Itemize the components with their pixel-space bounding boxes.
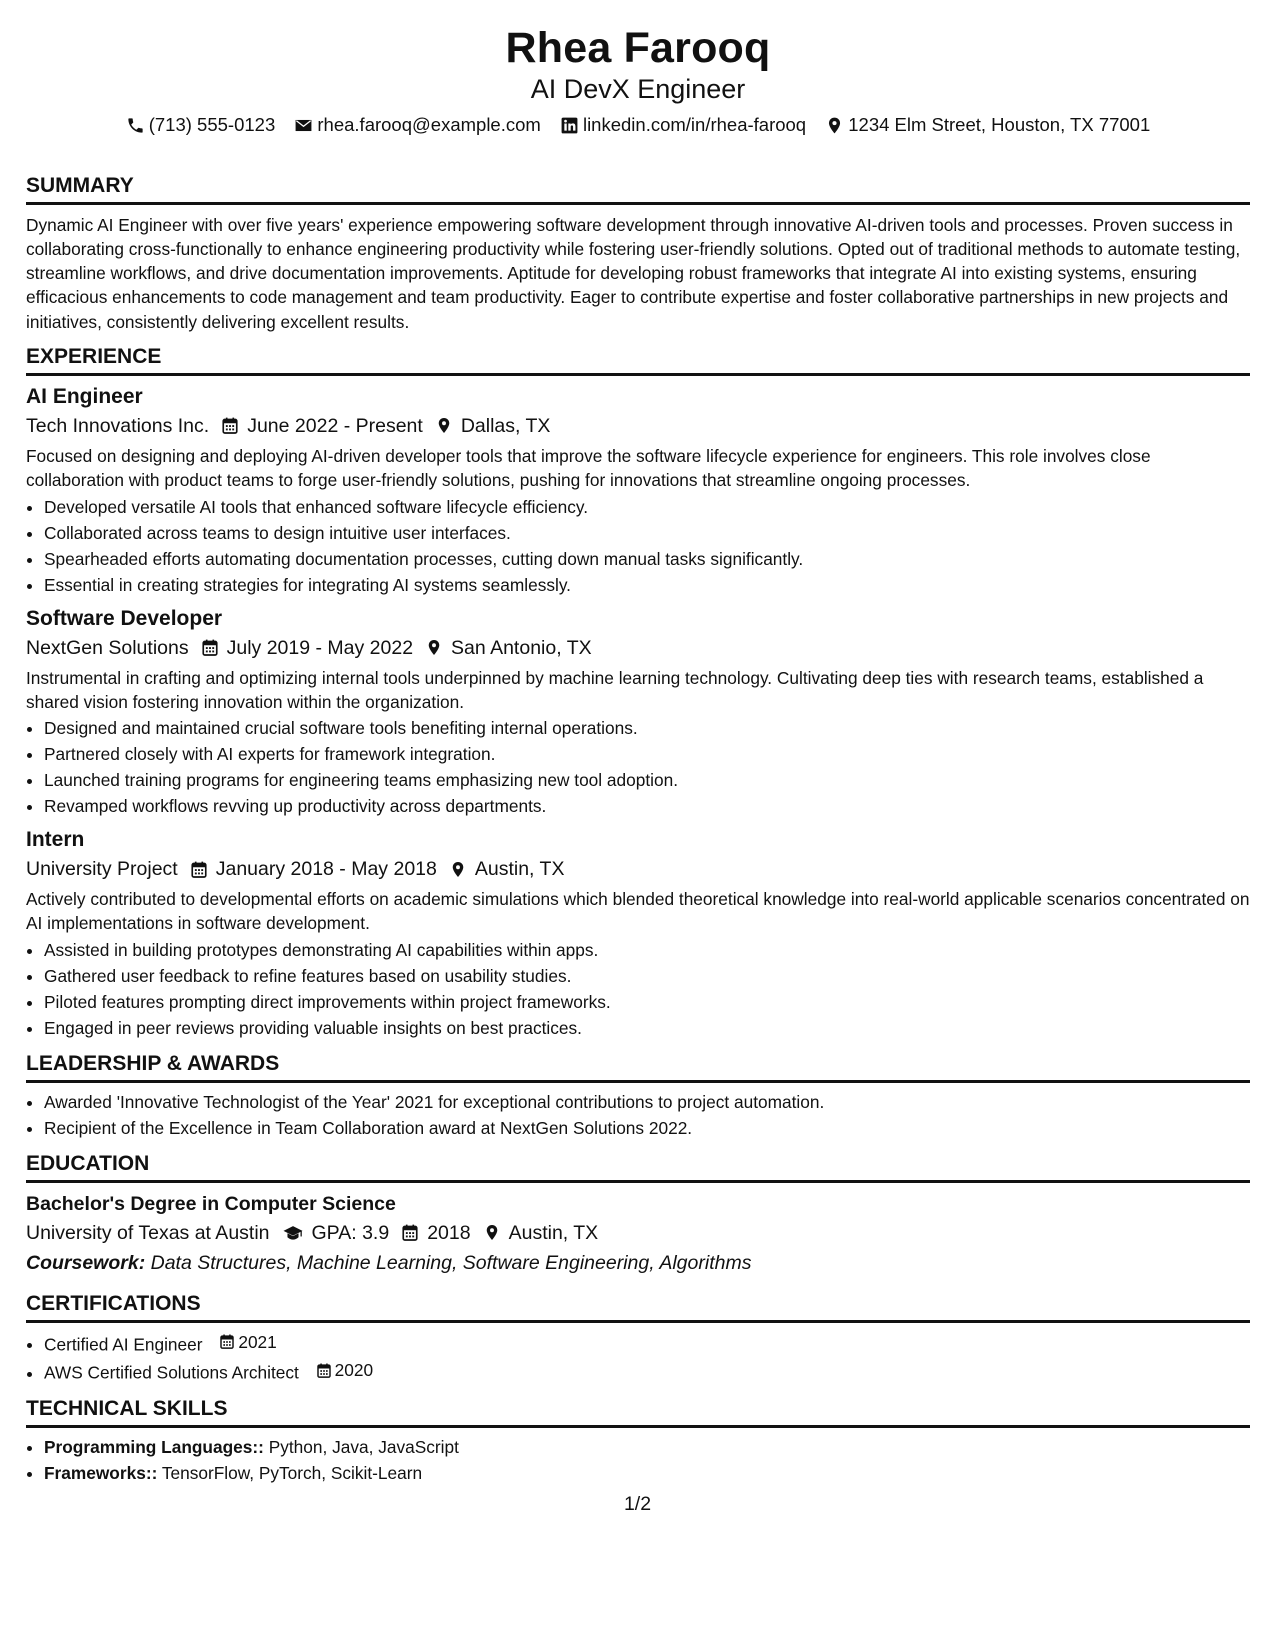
job-role: AI Engineer (26, 384, 143, 408)
list-item (44, 1434, 1250, 1460)
phone-icon (126, 116, 145, 135)
contact-linkedin[interactable] (560, 112, 806, 138)
education-school: University of Texas at Austin (26, 1221, 270, 1244)
candidate-name: Rhea Farooq (505, 24, 771, 72)
education-heading: EDUCATION (26, 1151, 1250, 1183)
job-entry (26, 384, 1250, 598)
job-dates: June 2022 - Present (247, 414, 423, 437)
list-item: • Developed versatile AI tools that enhanced software lifecycle efficiency. (44, 494, 1250, 520)
skill-label: Frameworks:: (44, 1462, 158, 1483)
list-item: • Revamped workflows revving up productivity across departments. (44, 793, 1250, 819)
linkedin-text: linkedin.com/in/rhea-farooq (582, 114, 807, 135)
map-pin-icon (483, 1223, 501, 1242)
job-bullets (26, 715, 1250, 819)
experience-heading: EXPERIENCE (26, 344, 1250, 376)
list-item: • Gathered user feedback to refine features based on usability studies. (44, 963, 1250, 989)
contact-phone[interactable] (126, 112, 276, 138)
list-item: • Essential in creating strategies for integrating AI systems seamlessly. (44, 572, 1250, 598)
skill-value: TensorFlow, PyTorch, Scikit-Learn (161, 1462, 423, 1483)
list-item: • Launched training programs for engineering teams emphasizing new tool adoption. (44, 767, 1250, 793)
awards-heading: LEADERSHIP & AWARDS (26, 1051, 1250, 1083)
education-degree: Bachelor's Degree in Computer Science (26, 1192, 396, 1215)
map-pin-icon (449, 860, 467, 879)
calendar-icon (401, 1223, 419, 1242)
graduation-cap-icon (282, 1223, 304, 1242)
awards-list (26, 1089, 1250, 1141)
map-pin-icon (425, 638, 443, 657)
job-meta (26, 855, 1250, 883)
certifications-heading: CERTIFICATIONS (26, 1291, 1250, 1323)
job-bullets (26, 494, 1250, 598)
calendar-icon (219, 1333, 235, 1350)
summary-text: Dynamic AI Engineer with over five years' experience empowering software development through innovative AI-driven tools and processes. Proven success in collaborating cross-functionally to enhance engineering productivity while fostering user-friendly solutions. Opted out of traditional methods to automate testing, streamline workflows, and drive documentation improvements. Aptitude for developing robust frameworks that integrate AI into existing systems, ensuring efficacious enhancements to code management and team productivity. Eager to contribute expertise and foster collaborative partnerships in new projects and initiatives, consistently delivering excellent results. (26, 214, 1241, 332)
candidate-title: AI DevX Engineer (530, 74, 746, 104)
job-company: Tech Innovations Inc. (26, 414, 210, 437)
contact-email[interactable] (294, 112, 540, 138)
map-pin-icon (435, 416, 453, 435)
certification-name: Certified AI Engineer (44, 1334, 203, 1355)
coursework-list: Data Structures, Machine Learning, Software Engineering, Algorithms (150, 1251, 752, 1274)
address-text: 1234 Elm Street, Houston, TX 77001 (848, 114, 1151, 135)
calendar-icon (221, 416, 239, 435)
job-dates: January 2018 - May 2018 (215, 858, 437, 881)
list-item: • Designed and maintained crucial software tools benefiting internal operations. (44, 715, 1250, 741)
phone-text: (713) 555-0123 (148, 114, 276, 135)
contact-bar (26, 112, 1250, 142)
job-location: Dallas, TX (460, 414, 551, 437)
certifications-list (26, 1329, 1250, 1386)
job-entry (26, 606, 1250, 820)
email-text: rhea.farooq@example.com (317, 114, 541, 135)
coursework-label: Coursework: (26, 1251, 146, 1274)
certification-year: 2020 (334, 1360, 374, 1381)
list-item: • Spearheaded efforts automating documentation processes, cutting down manual tasks significantly. (44, 546, 1250, 572)
linkedin-icon (560, 116, 579, 135)
education-coursework (26, 1249, 1250, 1277)
job-description: Focused on designing and deploying AI-driven developer tools that improve the software lifecycle experience for engineers. This role involves close collaboration with product teams to forge user-friendly solutions, pushing for innovations that streamline ongoing processes. (26, 445, 1151, 491)
summary-heading: SUMMARY (26, 173, 1250, 205)
job-entry (26, 827, 1250, 1041)
list-item: • Assisted in building prototypes demonstrating AI capabilities within apps. (44, 937, 1250, 963)
resume-header (26, 22, 1250, 142)
page-number: 1/2 (623, 1493, 652, 1515)
job-role: Software Developer (26, 606, 223, 630)
list-item: • Partnered closely with AI experts for framework integration. (44, 741, 1250, 767)
skill-label: Programming Languages:: (44, 1436, 264, 1457)
job-dates: July 2019 - May 2022 (226, 636, 414, 659)
job-company: University Project (26, 858, 178, 881)
job-location: San Antonio, TX (451, 636, 592, 659)
education-gpa: GPA: 3.9 (311, 1221, 390, 1244)
certification-year: 2021 (238, 1331, 277, 1352)
education-year: 2018 (427, 1221, 471, 1244)
contact-address (825, 112, 1150, 138)
education-meta (26, 1219, 1250, 1247)
job-location: Austin, TX (474, 858, 565, 881)
list-item (44, 1329, 1250, 1358)
job-role: Intern (26, 828, 85, 852)
list-item: • Recipient of the Excellence in Team Collaboration award at NextGen Solutions 2022. (44, 1115, 1250, 1141)
job-company: NextGen Solutions (26, 636, 189, 659)
job-description: Actively contributed to developmental efforts on academic simulations which blended theoretical knowledge into real-world applicable scenarios concentrated on AI implementations in software development. (26, 889, 1250, 934)
list-item: • Collaborated across teams to design intuitive user interfaces. (44, 520, 1250, 546)
calendar-icon (190, 860, 208, 879)
skills-heading: TECHNICAL SKILLS (26, 1396, 1250, 1428)
envelope-icon (294, 116, 313, 135)
map-pin-icon (825, 116, 844, 135)
job-meta (26, 412, 1250, 440)
list-item (44, 1460, 1250, 1486)
calendar-icon (201, 638, 219, 657)
skills-list (26, 1434, 1250, 1486)
skill-value: Python, Java, JavaScript (268, 1436, 459, 1457)
education-location: Austin, TX (508, 1221, 599, 1244)
job-meta (26, 634, 1250, 662)
list-item: • Awarded 'Innovative Technologist of the Year' 2021 for exceptional contributions to project automation. (44, 1089, 1250, 1115)
list-item: • Engaged in peer reviews providing valuable insights on best practices. (44, 1015, 1250, 1041)
calendar-icon (316, 1362, 332, 1379)
job-bullets (26, 937, 1250, 1041)
certification-name: AWS Certified Solutions Architect (44, 1362, 299, 1383)
list-item (44, 1357, 1250, 1386)
job-description: Instrumental in crafting and optimizing internal tools underpinned by machine learning technology. Cultivating deep ties with research teams, established a shared vision fostering innovation within the organization. (26, 667, 1204, 712)
resume-page (26, 22, 1250, 1486)
list-item: • Piloted features prompting direct improvements within project frameworks. (44, 989, 1250, 1015)
